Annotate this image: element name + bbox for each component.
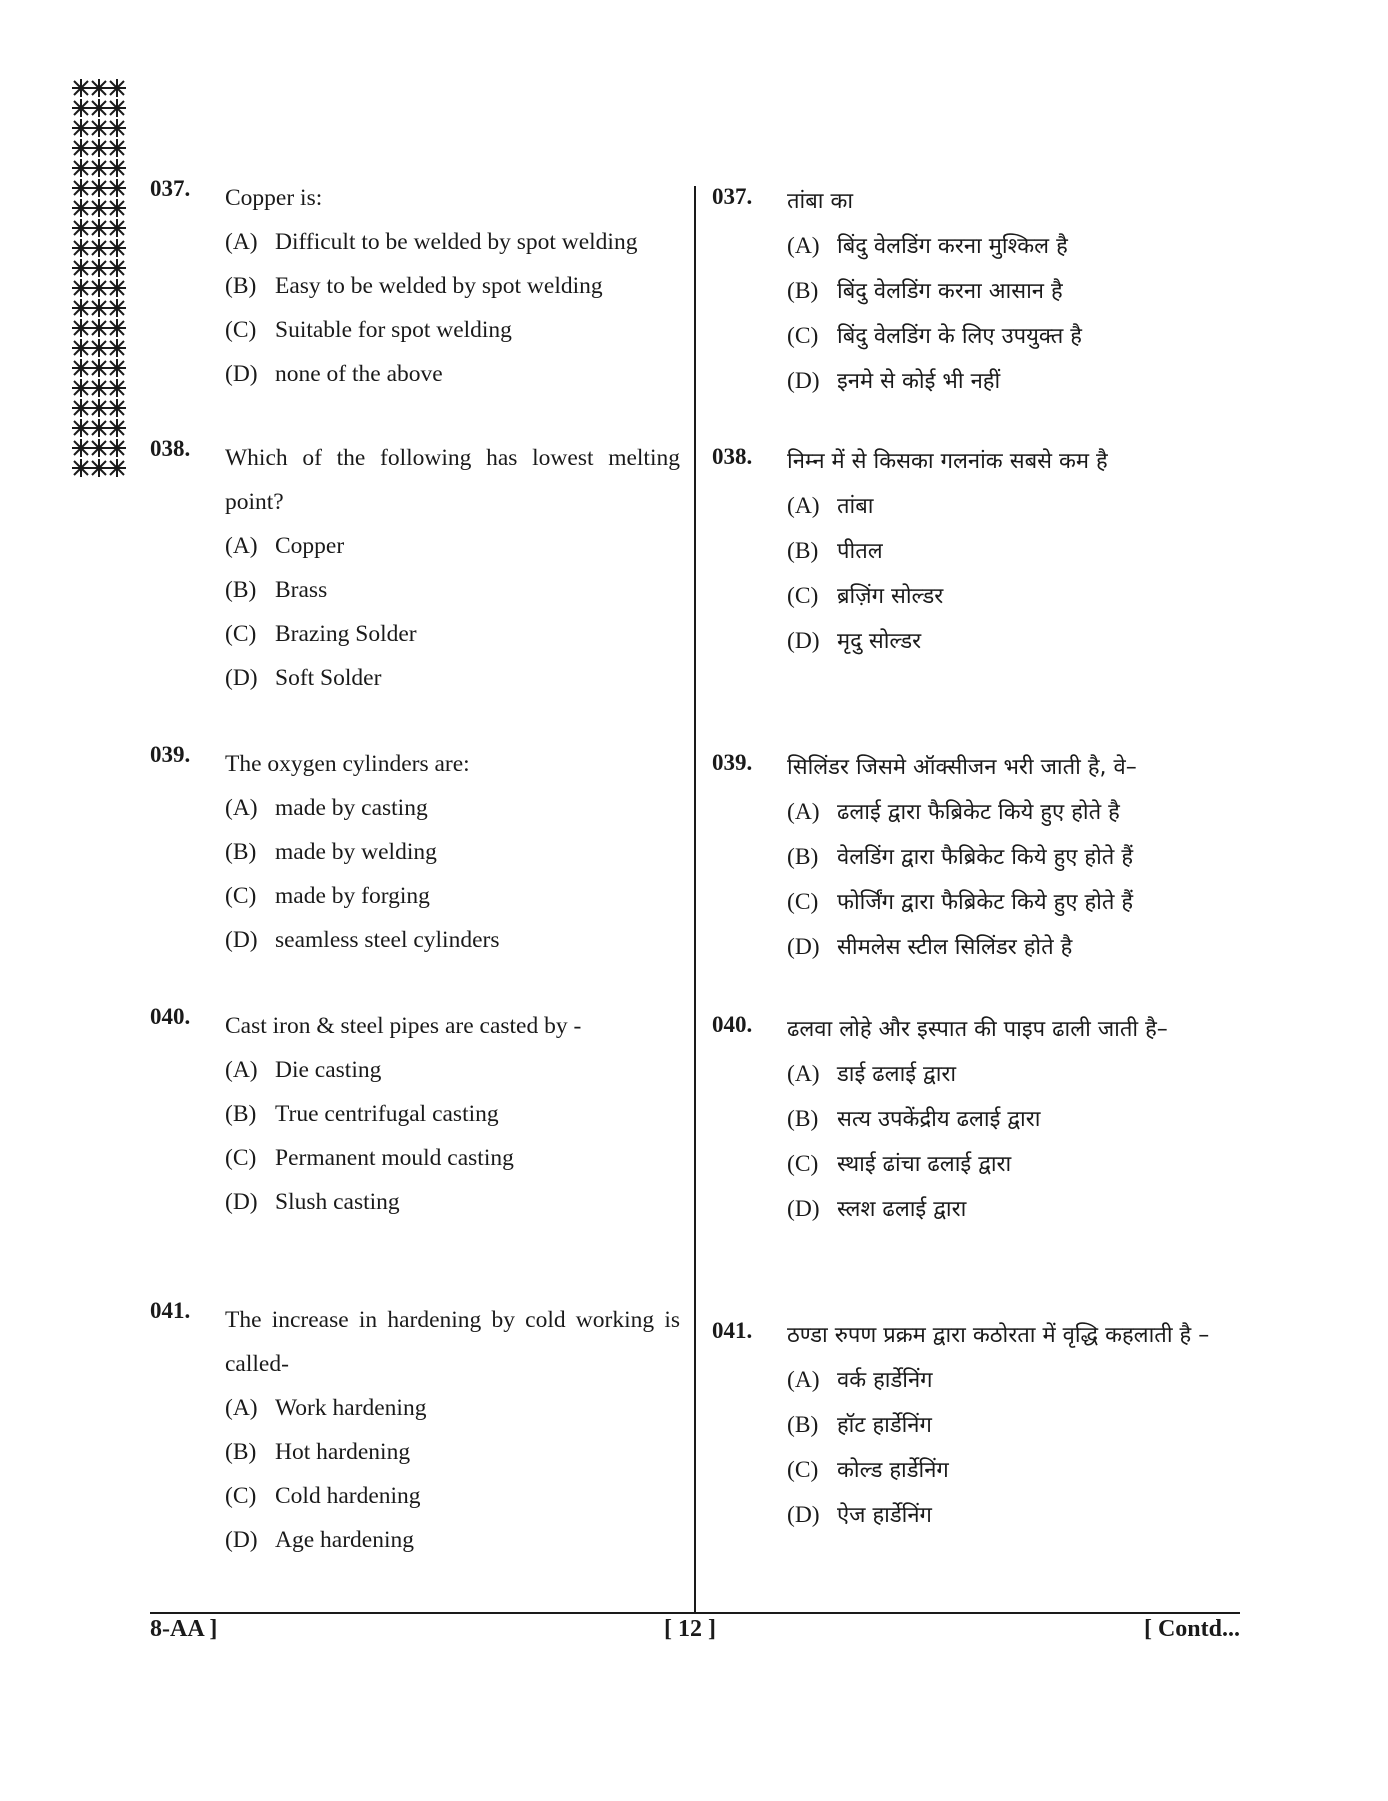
- option-a: [787, 224, 1252, 269]
- option-a: [787, 484, 1252, 529]
- question-number: 041.: [712, 1318, 753, 1343]
- option-text: Copper: [275, 533, 345, 559]
- question-039-en: [150, 742, 680, 962]
- option-label: (A): [225, 229, 258, 255]
- option-c: [787, 1142, 1252, 1187]
- question-text: ठण्डा रुपण प्रक्रम द्वारा कठोरता में वृद्धि कहलाती है –: [787, 1323, 1210, 1348]
- option-b: [225, 264, 680, 308]
- side-decorative-pattern: [72, 78, 126, 486]
- pattern-star: [72, 239, 90, 257]
- pattern-star: [90, 319, 108, 337]
- pattern-star: [108, 399, 126, 417]
- option-b: [225, 1092, 680, 1136]
- option-c: [787, 1448, 1252, 1493]
- option-label: (C): [225, 1483, 257, 1509]
- question-text: Which of the following has lowest melting point?: [225, 445, 680, 515]
- option-text: True centrifugal casting: [275, 1101, 499, 1127]
- option-text: Cold hardening: [275, 1483, 421, 1509]
- question-037-hi: [712, 180, 1252, 404]
- option-text: Slush casting: [275, 1189, 400, 1215]
- pattern-star: [90, 299, 108, 317]
- option-text: स्लश ढलाई द्वारा: [837, 1197, 967, 1222]
- pattern-star: [90, 179, 108, 197]
- option-d: [225, 1180, 680, 1224]
- pattern-star: [72, 379, 90, 397]
- option-text: Hot hardening: [275, 1439, 411, 1465]
- option-label: (D): [225, 927, 258, 953]
- option-c: [787, 574, 1252, 619]
- question-039-hi: [712, 746, 1252, 970]
- option-label: (D): [787, 1196, 820, 1222]
- pattern-star: [108, 359, 126, 377]
- question-text: The oxygen cylinders are:: [225, 751, 470, 777]
- option-d: [225, 352, 680, 396]
- question-number: 039.: [712, 750, 753, 775]
- option-text: फोर्जिंग द्वारा फैब्रिकेट किये हुए होते हैं: [837, 890, 1134, 915]
- question-text: Cast iron & steel pipes are casted by -: [225, 1013, 582, 1039]
- pattern-star: [90, 379, 108, 397]
- option-text: Brazing Solder: [275, 621, 417, 647]
- option-label: (C): [225, 1145, 257, 1171]
- option-d: [787, 359, 1252, 404]
- pattern-star: [108, 119, 126, 137]
- option-c: [225, 874, 680, 918]
- question-number: 037.: [712, 184, 753, 209]
- option-label: (D): [225, 361, 258, 387]
- option-a: [787, 1358, 1252, 1403]
- footer-rule: [150, 1612, 1240, 1614]
- option-text: Easy to be welded by spot welding: [275, 273, 603, 299]
- option-label: (D): [787, 628, 820, 654]
- pattern-star: [72, 159, 90, 177]
- question-text: सिलिंडर जिसमे ऑक्सीजन भरी जाती है, वे–: [787, 755, 1137, 780]
- option-label: (C): [787, 583, 819, 609]
- option-text: Work hardening: [275, 1395, 427, 1421]
- option-label: (B): [787, 1412, 819, 1438]
- option-label: (A): [787, 1367, 820, 1393]
- pattern-star: [108, 99, 126, 117]
- pattern-star: [108, 319, 126, 337]
- option-text: मृदु सोल्डर: [837, 629, 922, 654]
- continued-label: [ Contd...: [1143, 1616, 1240, 1642]
- question-037-en: [150, 176, 680, 396]
- option-text: Age hardening: [275, 1527, 414, 1553]
- option-text: डाई ढलाई द्वारा: [837, 1062, 957, 1087]
- pattern-star: [72, 139, 90, 157]
- question-041-en: [150, 1298, 680, 1562]
- question-041-hi: [712, 1314, 1252, 1538]
- option-label: (D): [225, 1527, 258, 1553]
- pattern-star: [90, 199, 108, 217]
- option-text: स्थाई ढांचा ढलाई द्वारा: [837, 1152, 1012, 1177]
- option-d: [225, 656, 680, 700]
- pattern-star: [72, 219, 90, 237]
- question-number: 038.: [712, 444, 753, 469]
- question-text: निम्न में से किसका गलनांक सबसे कम है: [787, 449, 1108, 474]
- pattern-star: [90, 119, 108, 137]
- pattern-star: [108, 259, 126, 277]
- pattern-star: [72, 419, 90, 437]
- option-b: [787, 529, 1252, 574]
- option-text: Permanent mould casting: [275, 1145, 514, 1171]
- pattern-star: [108, 339, 126, 357]
- option-b: [225, 568, 680, 612]
- option-b: [787, 269, 1252, 314]
- option-label: (D): [225, 1189, 258, 1215]
- option-text: Suitable for spot welding: [275, 317, 512, 343]
- pattern-star: [72, 399, 90, 417]
- option-label: (D): [787, 934, 820, 960]
- pattern-star: [72, 459, 90, 477]
- pattern-star: [72, 179, 90, 197]
- pattern-star: [108, 159, 126, 177]
- question-number: 041.: [150, 1298, 191, 1323]
- pattern-star: [72, 259, 90, 277]
- option-d: [787, 1493, 1252, 1538]
- pattern-star: [108, 279, 126, 297]
- option-label: (C): [787, 889, 819, 915]
- option-label: (B): [787, 844, 819, 870]
- option-b: [225, 830, 680, 874]
- option-a: [225, 220, 680, 264]
- option-d: [787, 1187, 1252, 1232]
- pattern-star: [108, 299, 126, 317]
- question-040-en: [150, 1004, 680, 1224]
- pattern-star: [90, 339, 108, 357]
- option-text: ऐज हार्डेनिंग: [837, 1503, 932, 1528]
- question-text: The increase in hardening by cold working is called-: [225, 1307, 680, 1377]
- option-text: made by welding: [275, 839, 437, 865]
- option-label: (A): [225, 1395, 258, 1421]
- pattern-star: [90, 279, 108, 297]
- page-number: [ 12 ]: [664, 1616, 716, 1642]
- option-label: (B): [225, 577, 257, 603]
- option-a: [225, 1048, 680, 1092]
- pattern-star: [108, 79, 126, 97]
- pattern-star: [72, 339, 90, 357]
- pattern-star: [90, 99, 108, 117]
- option-label: (A): [225, 533, 258, 559]
- pattern-star: [90, 419, 108, 437]
- pattern-star: [108, 139, 126, 157]
- question-number: 040.: [150, 1004, 191, 1029]
- option-label: (B): [787, 1106, 819, 1132]
- booklet-code: 8-AA ]: [150, 1616, 218, 1642]
- option-label: (C): [225, 883, 257, 909]
- question-number: 039.: [150, 742, 191, 767]
- option-label: (B): [787, 538, 819, 564]
- pattern-star: [90, 139, 108, 157]
- option-text: वेलडिंग द्वारा फैब्रिकेट किये हुए होते हैं: [837, 845, 1134, 870]
- pattern-star: [90, 359, 108, 377]
- option-label: (D): [787, 368, 820, 394]
- pattern-star: [90, 399, 108, 417]
- option-label: (C): [787, 1151, 819, 1177]
- option-text: बिंदु वेलडिंग के लिए उपयुक्त है: [837, 324, 1082, 349]
- option-text: made by casting: [275, 795, 428, 821]
- option-label: (B): [225, 839, 257, 865]
- option-text: बिंदु वेलडिंग करना मुश्किल है: [837, 234, 1068, 259]
- option-label: (A): [787, 799, 820, 825]
- pattern-star: [72, 279, 90, 297]
- option-label: (A): [225, 795, 258, 821]
- option-text: none of the above: [275, 361, 443, 387]
- option-b: [787, 1097, 1252, 1142]
- pattern-star: [90, 239, 108, 257]
- option-text: Brass: [275, 577, 328, 603]
- option-label: (A): [787, 233, 820, 259]
- option-text: इनमे से कोई भी नहीं: [837, 369, 1001, 394]
- pattern-star: [108, 219, 126, 237]
- option-a: [225, 524, 680, 568]
- pattern-star: [72, 99, 90, 117]
- pattern-star: [90, 159, 108, 177]
- option-label: (B): [225, 273, 257, 299]
- pattern-star: [72, 199, 90, 217]
- option-c: [225, 308, 680, 352]
- option-label: (A): [225, 1057, 258, 1083]
- question-040-hi: [712, 1008, 1252, 1232]
- option-text: Die casting: [275, 1057, 382, 1083]
- option-text: ढलाई द्वारा फैब्रिकेट किये हुए होते है: [837, 800, 1120, 825]
- option-a: [787, 1052, 1252, 1097]
- option-text: ब्रज़िंग सोल्डर: [837, 584, 944, 609]
- question-number: 040.: [712, 1012, 753, 1037]
- pattern-star: [108, 439, 126, 457]
- pattern-star: [90, 219, 108, 237]
- option-label: (C): [787, 323, 819, 349]
- pattern-star: [72, 299, 90, 317]
- option-c: [787, 880, 1252, 925]
- option-text: पीतल: [837, 539, 883, 564]
- question-number: 038.: [150, 436, 191, 461]
- pattern-star: [72, 359, 90, 377]
- option-label: (D): [225, 665, 258, 691]
- option-text: बिंदु वेलडिंग करना आसान है: [837, 279, 1063, 304]
- option-a: [225, 786, 680, 830]
- option-c: [225, 1474, 680, 1518]
- option-text: seamless steel cylinders: [275, 927, 500, 953]
- pattern-star: [108, 179, 126, 197]
- pattern-star: [72, 439, 90, 457]
- option-label: (D): [787, 1502, 820, 1528]
- option-text: Soft Solder: [275, 665, 382, 691]
- option-text: सीमलेस स्टील सिलिंडर होते है: [837, 935, 1073, 960]
- option-a: [225, 1386, 680, 1430]
- question-038-en: [150, 436, 680, 700]
- option-c: [225, 1136, 680, 1180]
- option-label: (B): [787, 278, 819, 304]
- option-label: (B): [225, 1439, 257, 1465]
- option-label: (A): [787, 1061, 820, 1087]
- pattern-star: [108, 459, 126, 477]
- option-text: तांबा: [837, 494, 874, 519]
- pattern-star: [72, 119, 90, 137]
- pattern-star: [90, 439, 108, 457]
- column-divider: [694, 186, 696, 1612]
- pattern-star: [72, 319, 90, 337]
- option-text: कोल्ड हार्डेनिंग: [837, 1458, 949, 1483]
- option-d: [787, 925, 1252, 970]
- question-text: Copper is:: [225, 185, 323, 211]
- option-c: [787, 314, 1252, 359]
- question-text: ढलवा लोहे और इस्पात की पाइप ढाली जाती है–: [787, 1017, 1168, 1042]
- option-label: (C): [225, 621, 257, 647]
- option-b: [787, 835, 1252, 880]
- pattern-star: [90, 459, 108, 477]
- option-d: [225, 918, 680, 962]
- option-c: [225, 612, 680, 656]
- pattern-star: [108, 239, 126, 257]
- question-text: तांबा का: [787, 189, 854, 214]
- option-a: [787, 790, 1252, 835]
- option-b: [225, 1430, 680, 1474]
- pattern-star: [72, 79, 90, 97]
- pattern-star: [90, 79, 108, 97]
- option-label: (C): [787, 1457, 819, 1483]
- option-text: वर्क हार्डेनिंग: [837, 1368, 933, 1393]
- pattern-star: [108, 379, 126, 397]
- pattern-star: [108, 419, 126, 437]
- option-d: [787, 619, 1252, 664]
- option-text: सत्य उपकेंद्रीय ढलाई द्वारा: [837, 1107, 1041, 1132]
- option-label: (C): [225, 317, 257, 343]
- option-text: Difficult to be welded by spot welding: [275, 229, 638, 255]
- option-text: हॉट हार्डेनिंग: [837, 1413, 932, 1438]
- option-text: made by forging: [275, 883, 430, 909]
- option-b: [787, 1403, 1252, 1448]
- question-number: 037.: [150, 176, 191, 201]
- pattern-star: [90, 259, 108, 277]
- option-label: (A): [787, 493, 820, 519]
- option-label: (B): [225, 1101, 257, 1127]
- question-038-hi: [712, 440, 1252, 664]
- pattern-star: [108, 199, 126, 217]
- option-d: [225, 1518, 680, 1562]
